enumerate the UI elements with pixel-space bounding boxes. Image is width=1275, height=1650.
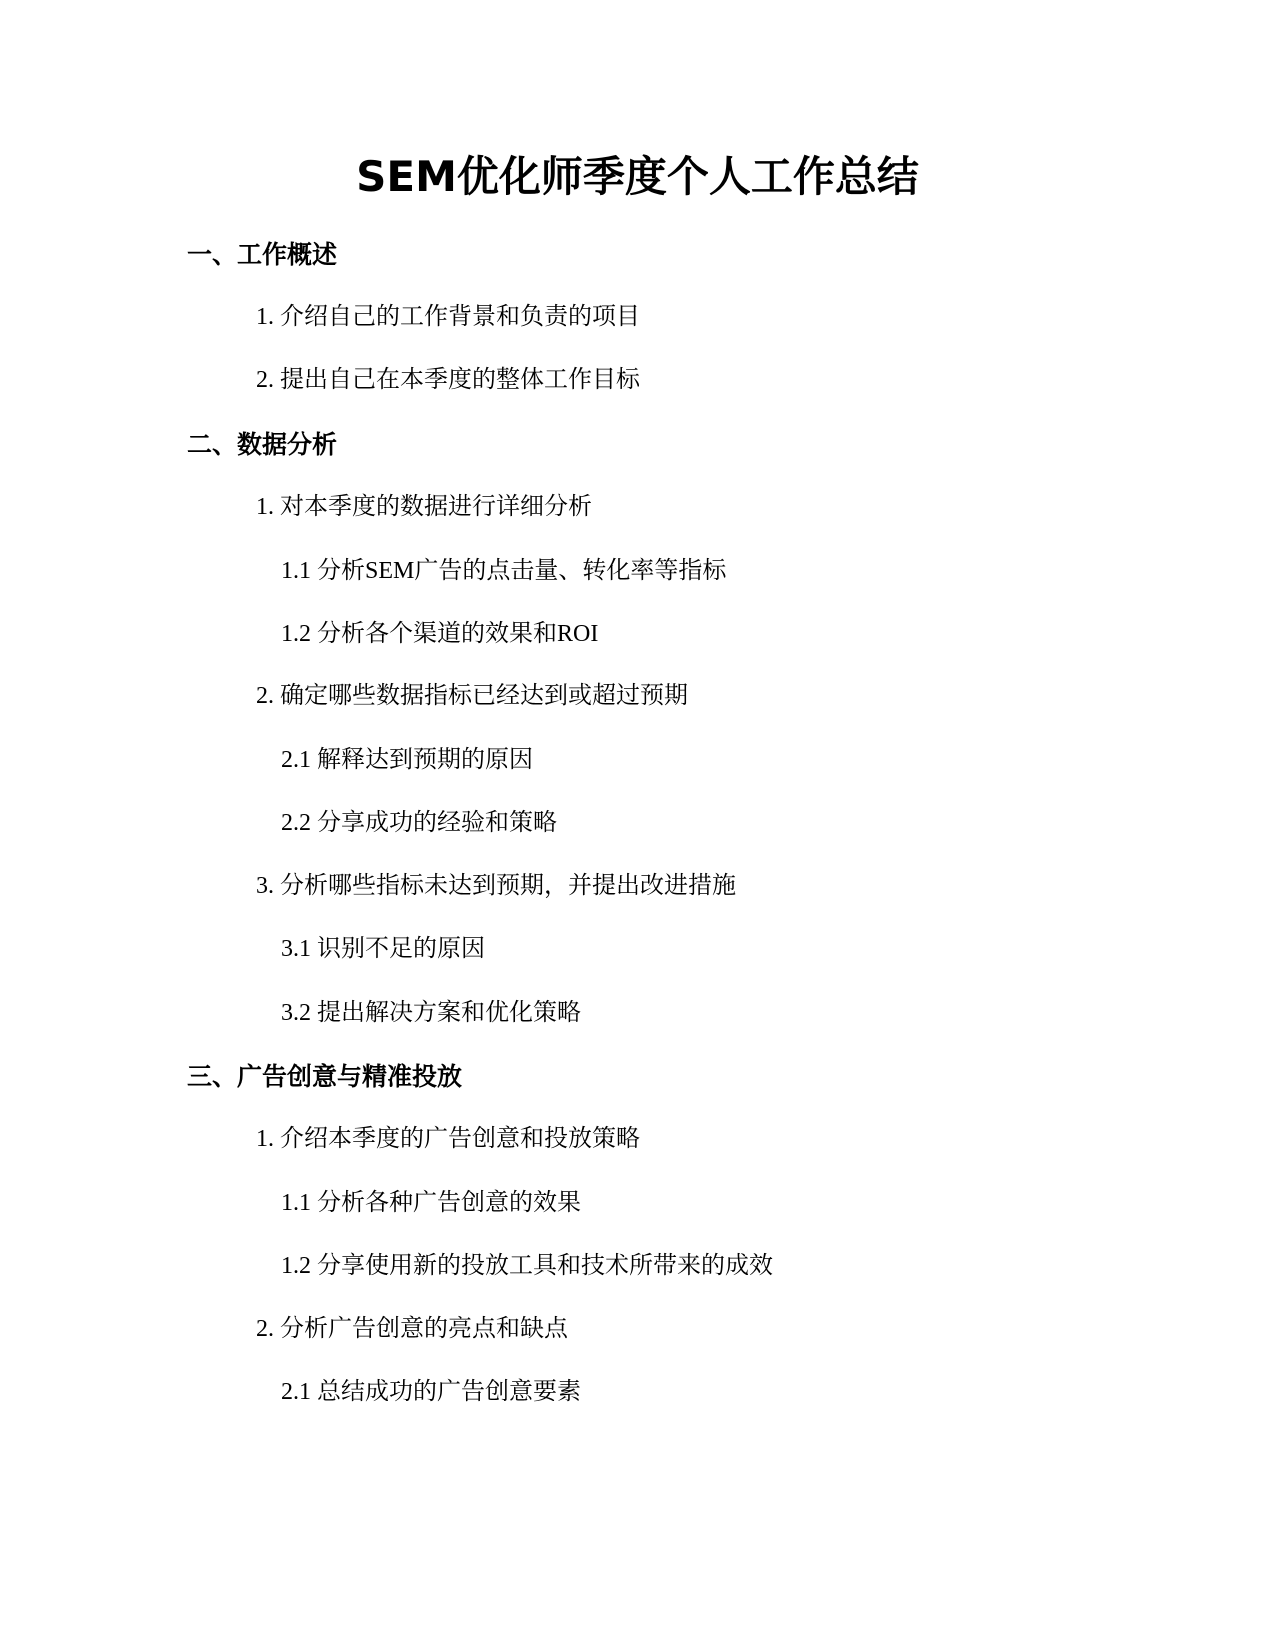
section-heading: 三、广告创意与精准投放: [187, 1062, 463, 1091]
list-item: 2. 分析广告创意的亮点和缺点: [256, 1316, 568, 1342]
list-item: 1. 介绍本季度的广告创意和投放策略: [256, 1126, 640, 1152]
sub-list-item: 2.2 分享成功的经验和策略: [281, 810, 557, 836]
list-item: 1. 介绍自己的工作背景和负责的项目: [256, 304, 640, 330]
section-heading: 二、数据分析: [187, 430, 338, 459]
list-item: 1. 对本季度的数据进行详细分析: [256, 494, 592, 520]
list-item: 2. 提出自己在本季度的整体工作目标: [256, 367, 640, 393]
sub-list-item: 1.1 分析各种广告创意的效果: [281, 1190, 581, 1216]
sub-list-item: 3.2 提出解决方案和优化策略: [281, 1000, 581, 1026]
sub-list-item: 1.2 分析各个渠道的效果和ROI: [281, 621, 599, 647]
section-heading: 一、工作概述: [187, 240, 338, 269]
sub-list-item: 1.1 分析SEM广告的点击量、转化率等指标: [281, 558, 727, 584]
sub-list-item: 2.1 解释达到预期的原因: [281, 747, 533, 773]
list-item: 2. 确定哪些数据指标已经达到或超过预期: [256, 683, 688, 709]
sub-list-item: 3.1 识别不足的原因: [281, 936, 485, 962]
sub-list-item: 2.1 总结成功的广告创意要素: [281, 1379, 581, 1405]
document-title: SEM优化师季度个人工作总结: [356, 152, 919, 201]
sub-list-item: 1.2 分享使用新的投放工具和技术所带来的成效: [281, 1253, 773, 1279]
list-item: 3. 分析哪些指标未达到预期，并提出改进措施: [256, 873, 736, 899]
